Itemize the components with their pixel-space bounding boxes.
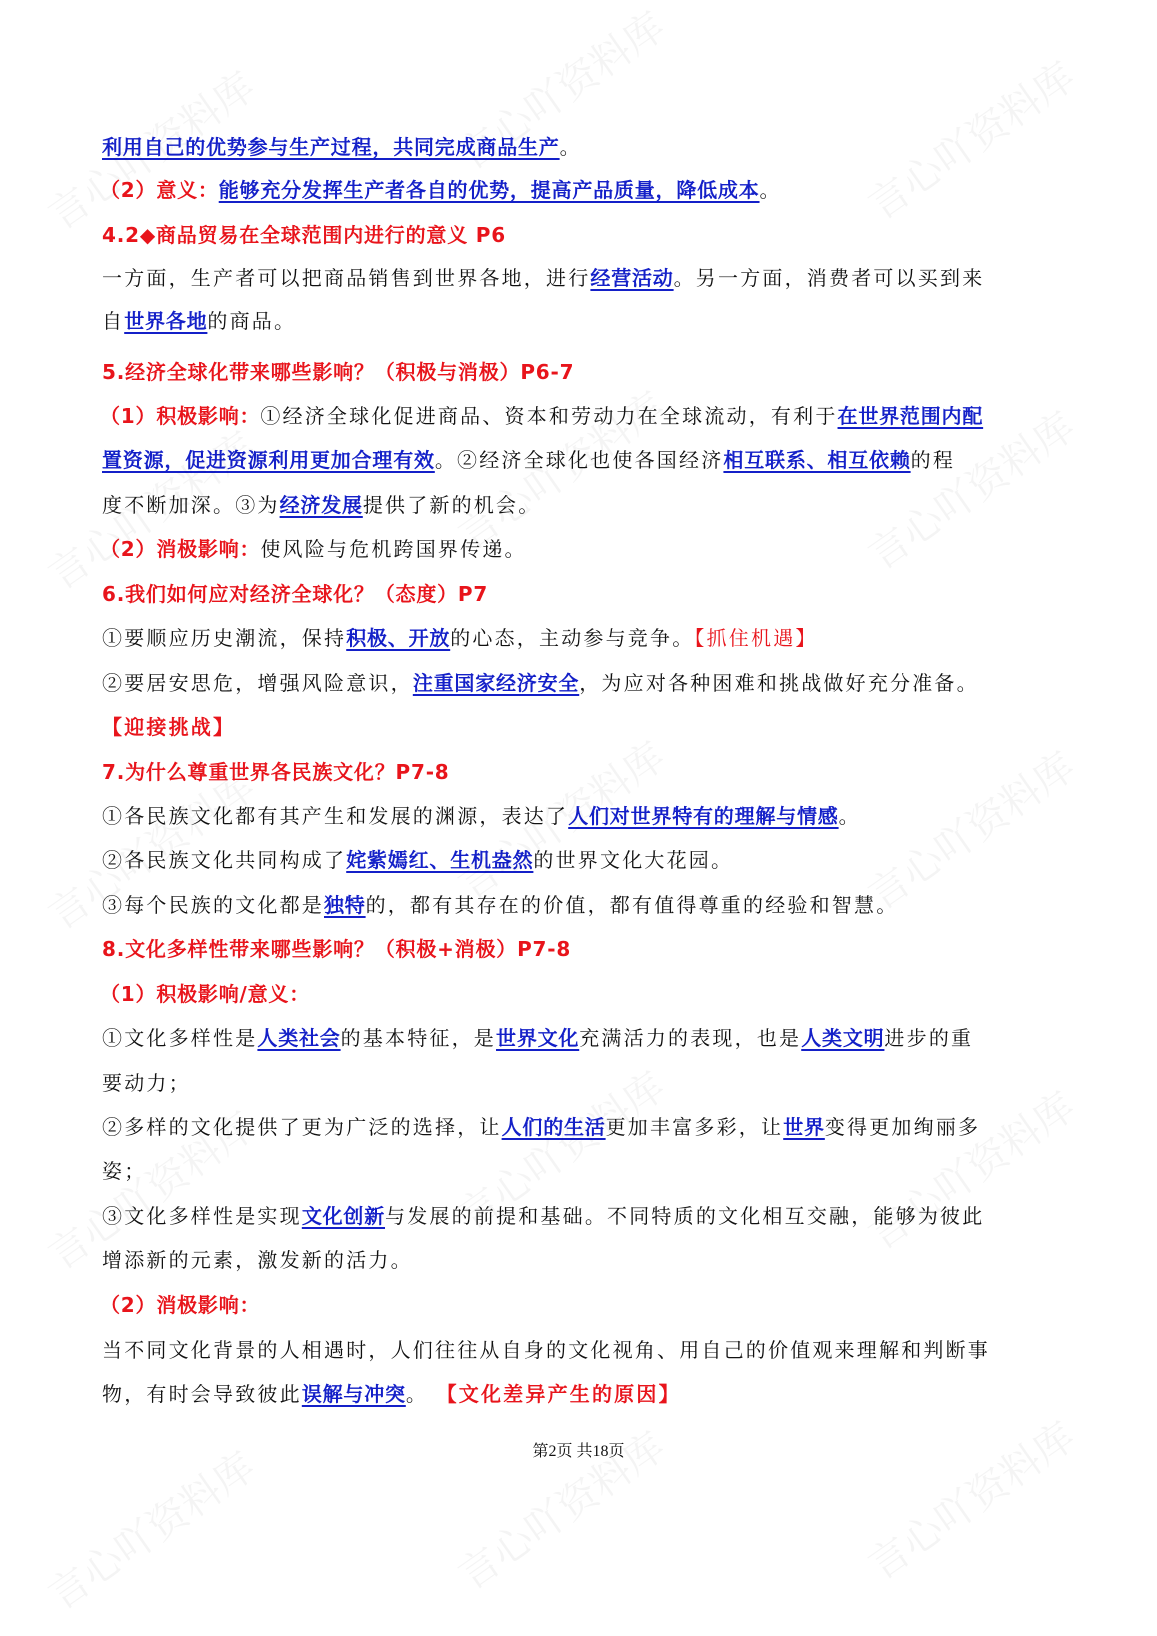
body-text: 的世界文化大花园。	[533, 848, 734, 872]
body-text: 提供了新的机会。	[362, 493, 541, 517]
heading-text: （1）积极影响：	[100, 404, 261, 428]
body-text: 的商品。	[207, 309, 297, 333]
text-line	[102, 221, 506, 249]
heading-text: 5.经济全球化带来哪些影响？（积极与消极）P6-7	[102, 360, 575, 384]
body-text: 。	[405, 1382, 437, 1406]
text-line	[102, 935, 571, 963]
text-line	[102, 713, 235, 741]
key-phrase: 姹紫嫣红、生机盎然	[346, 848, 534, 872]
body-text: ，为应对各种困难和挑战做好充分准备。	[579, 671, 979, 695]
heading-text: 7.为什么尊重世界各民族文化？P7-8	[102, 760, 450, 784]
heading-text: 6.我们如何应对经济全球化？（态度）P7	[102, 582, 489, 606]
body-text: 充满活力的表现，也是	[579, 1026, 802, 1050]
body-text: 的心态，主动参与竞争。	[450, 626, 695, 650]
key-phrase: 注重国家经济安全	[412, 671, 580, 695]
watermark	[855, 1076, 1084, 1260]
key-phrase: 人们的生活	[501, 1115, 606, 1139]
tip-tag: 【抓住机遇】	[694, 626, 818, 650]
text-line	[102, 758, 450, 786]
body-text: 。②经济全球化也使各国经济	[434, 448, 724, 472]
body-text: 物，有时会导致彼此	[102, 1382, 302, 1406]
page-footer: 第2页 共18页	[532, 1443, 625, 1460]
heading-text: 8.文化多样性带来哪些影响？（积极+消极）P7-8	[102, 937, 572, 961]
text-line	[102, 1380, 681, 1408]
body-text: ②各民族文化共同构成了	[102, 848, 347, 872]
body-text: 度不断加深。③为	[102, 493, 280, 517]
body-text: ①要顺应历史潮流，保持	[102, 626, 347, 650]
body-text: 使风险与危机跨国界传递。	[260, 537, 527, 561]
key-phrase: 世界文化	[496, 1026, 580, 1050]
key-phrase: 世界各地	[124, 309, 208, 333]
heading-text: （1）积极影响/意义：	[100, 982, 311, 1006]
text-line	[100, 1291, 260, 1319]
body-text: 更加丰富多彩，让	[605, 1115, 784, 1139]
key-phrase: 人类社会	[257, 1026, 341, 1050]
key-phrase: 利用自己的优势参与生产过程，共同完成商品生产	[102, 135, 560, 159]
text-line	[102, 1202, 984, 1230]
text-line	[102, 802, 861, 830]
text-line	[102, 491, 540, 519]
text-line	[102, 1157, 146, 1185]
text-line	[102, 624, 818, 652]
text-line	[102, 1024, 973, 1052]
text-line	[102, 1113, 980, 1141]
body-text: ②多样的文化提供了更为广泛的选择，让	[102, 1115, 502, 1139]
body-text: 。	[838, 804, 861, 828]
body-text: 要动力；	[102, 1071, 191, 1095]
heading-text: （2）消极影响：	[100, 1293, 261, 1317]
body-text: 进步的重	[884, 1026, 974, 1050]
text-line	[100, 535, 527, 563]
body-text: ①各民族文化都有其产生和发展的渊源，表达了	[102, 804, 569, 828]
body-text: 当不同文化背景的人相遇时，人们往往从自身的文化视角、用自己的价值观来理解和判断事	[102, 1338, 990, 1362]
watermark	[35, 1436, 264, 1620]
text-line	[102, 1336, 990, 1364]
key-phrase: 独特	[324, 893, 366, 917]
body-text: 。	[759, 178, 782, 202]
watermark	[855, 1406, 1084, 1590]
watermark	[855, 46, 1084, 230]
body-text: 增添新的元素，激发新的活力。	[102, 1248, 413, 1272]
key-phrase: 置资源，促进资源利用更加合理有效	[102, 448, 435, 472]
text-line	[100, 176, 782, 204]
body-text: 的程	[910, 448, 956, 472]
body-text: 姿；	[102, 1159, 147, 1183]
text-line	[102, 358, 574, 386]
text-line	[102, 133, 582, 161]
body-text: ①经济全球化促进商品、资本和劳动力在全球流动，有利于	[260, 404, 838, 428]
body-text: 。另一方面，消费者可以买到来	[673, 266, 985, 290]
key-phrase: 相互联系、相互依赖	[723, 448, 911, 472]
body-text: ①文化多样性是	[102, 1026, 258, 1050]
body-text: 的，都有其存在的价值，都有值得尊重的经验和智慧。	[365, 893, 899, 917]
body-text: 。	[559, 135, 582, 159]
key-phrase: 能够充分发挥生产者各自的优势，提高产品质量，降低成本	[218, 178, 760, 202]
key-phrase: 文化创新	[301, 1204, 386, 1228]
body-text: ③每个民族的文化都是	[102, 893, 324, 917]
key-phrase: 误解与冲突	[301, 1382, 406, 1406]
text-line	[100, 402, 983, 430]
body-text: ③文化多样性是实现	[102, 1204, 302, 1228]
text-line	[102, 580, 488, 608]
heading-text: （2）意义：	[100, 178, 219, 202]
tip-tag: 【文化差异产生的原因】	[436, 1382, 681, 1406]
body-text: 一方面，生产者可以把商品销售到世界各地，进行	[102, 266, 591, 290]
body-text: 的基本特征，是	[340, 1026, 497, 1050]
key-phrase: 积极、开放	[346, 626, 451, 650]
body-text: 自	[102, 309, 125, 333]
key-phrase: 经济发展	[279, 493, 363, 517]
text-line	[102, 446, 955, 474]
text-line	[102, 264, 984, 292]
body-text: 变得更加绚丽多	[824, 1115, 981, 1139]
text-line	[100, 980, 310, 1008]
key-phrase: 在世界范围内配	[837, 404, 984, 428]
text-line	[102, 891, 898, 919]
heading-text: （2）消极影响：	[100, 537, 261, 561]
text-line	[102, 1246, 413, 1274]
key-phrase: 人类文明	[801, 1026, 885, 1050]
text-line	[102, 1069, 191, 1097]
key-phrase: 人们对世界特有的理解与情感	[568, 804, 839, 828]
tip-tag: 【迎接挑战】	[102, 715, 236, 739]
text-line	[102, 669, 979, 697]
body-text: ②要居安思危，增强风险意识，	[102, 671, 413, 695]
key-phrase: 世界	[783, 1115, 825, 1139]
body-text: 与发展的前提和基础。不同特质的文化相互交融，能够为彼此	[385, 1204, 985, 1228]
text-line	[102, 307, 296, 335]
text-line	[102, 846, 733, 874]
heading-text: 4.2◆商品贸易在全球范围内进行的意义 P6	[102, 223, 506, 247]
key-phrase: 经营活动	[590, 266, 674, 290]
